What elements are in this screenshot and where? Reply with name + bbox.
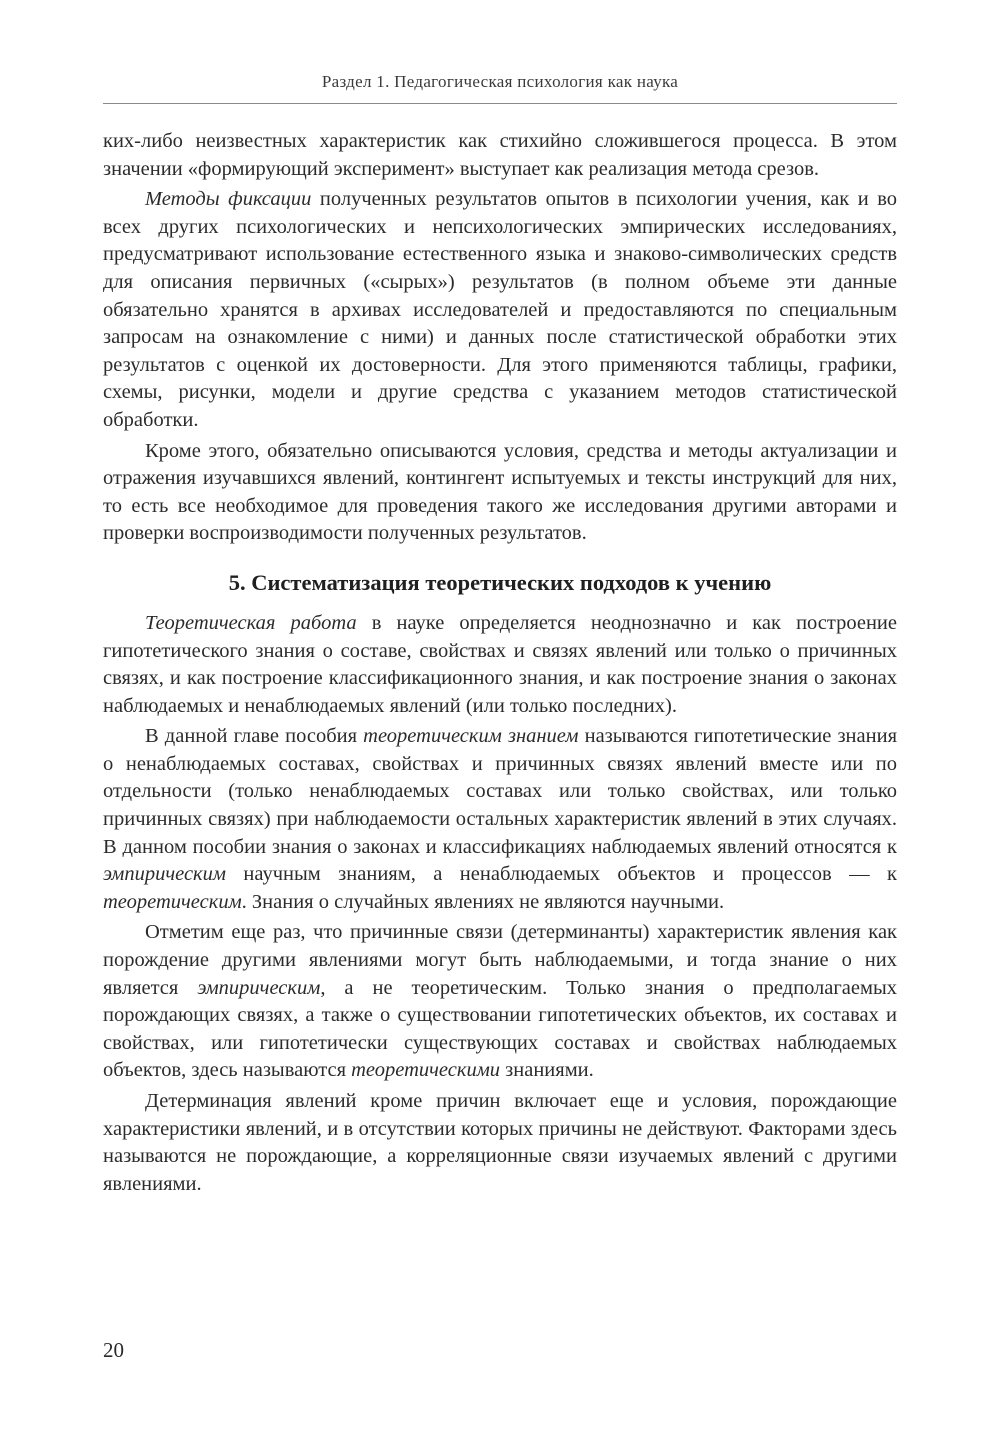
paragraph-5-text: научным знаниям, а ненаблюдаемых объектов и процессов — к	[225, 863, 897, 886]
italic-term: эмпирическим	[103, 863, 226, 886]
paragraph-5-text: В данной главе пособия	[145, 725, 364, 748]
paragraph-2-text: полученных результатов опытов в психологии учения, как и во всех других психологических и непсихологических эмпирических исследованиях, предусматривают использование естественного языка и знаково-символических средств для описания первичных («сырых») результатов (в полном объеме эти данные обязательно хранятся в архивах исследователей и предоставляются по специальным запросам на ознакомление с ними) и данных после статистической обработки этих результатов с оценкой их достоверности. Для этого применяются таблицы, графики, схемы, рисунки, модели и другие средства с указанием методов статистической обработки.	[103, 188, 897, 431]
italic-term: теоретическим знанием	[363, 725, 579, 748]
header-rule	[103, 103, 897, 104]
paragraph-2	[103, 186, 897, 434]
paragraph-5-text: . Знания о случайных явлениях не являются научными.	[241, 890, 725, 913]
paragraph-1	[103, 128, 897, 183]
paragraph-4	[103, 610, 897, 720]
paragraph-3	[103, 438, 897, 548]
paragraph-4-text: в науке определяется неоднозначно и как построение гипотетического знания о составе, свойствах и связях явлений или только о причинных связях, и как построение классификационного знания, и как построение знания о законах наблюдаемых и ненаблюдаемых явлений (или только последних).	[103, 611, 897, 717]
page-number: 20	[103, 1338, 124, 1362]
paragraph-3-text: Кроме этого, обязательно описываются условия, средства и методы актуализации и отражения изучавшихся явлений, контингент испытуемых и тексты инструкций для них, то есть все необходимое для проведения такого же исследования другими авторами и проверки воспроизводимости полученных результатов.	[103, 439, 897, 545]
paragraph-7	[103, 1088, 897, 1198]
running-header: Раздел 1. Педагогическая психология как наука	[321, 72, 679, 91]
italic-term: Теоретическая работа	[145, 611, 357, 634]
italic-term: теоретическим	[103, 890, 242, 913]
italic-term: эмпирическим	[197, 976, 321, 999]
paragraph-6-text: Отметим еще раз, что причинные связи (детерминанты) характеристик явления как порождение другими явлениями могут быть наблюдаемыми, и тогда знание о них является	[103, 921, 897, 999]
paragraph-1-text: ких-либо неизвестных характеристик как стихийно сложившегося процесса. В этом значении «формирующий эксперимент» выступает как реализация метода срезов.	[103, 130, 897, 180]
paragraph-6	[103, 919, 897, 1085]
italic-term: теоретическими	[351, 1059, 501, 1082]
section-heading: 5. Систематизация теоретических подходов к учению	[228, 569, 772, 595]
italic-term: Методы фиксации	[145, 188, 312, 211]
paragraph-5	[103, 723, 897, 916]
paragraph-5-text: называются гипотетические знания о ненаблюдаемых составах, свойствах и причинных связях явлений вместе или по отдельности (только ненаблюдаемых составах или только свойствах, или только причинных связях) при наблюдаемости остальных характеристик явлений в этих случаях. В данном пособии знания о законах и классификациях наблюдаемых явлений относятся к	[103, 725, 897, 858]
paragraph-6-text: , а не теоретическим. Только знания о предполагаемых порождающих связях, а также о существовании гипотетических объектов, их составах и свойствах, или гипотетически существующих составах и свойствах наблюдаемых объектов, здесь называются	[103, 976, 897, 1082]
paragraph-6-text: знаниями.	[500, 1059, 594, 1082]
paragraph-7-text: Детерминация явлений кроме причин включает еще и условия, порождающие характеристики явлений, и в отсутствии которых причины не действуют. Факторами здесь называются не порождающие, а корреляционные связи изучаемых явлений с другими явлениями.	[103, 1090, 897, 1195]
book-page	[103, 0, 897, 1441]
body-text	[103, 128, 897, 1198]
